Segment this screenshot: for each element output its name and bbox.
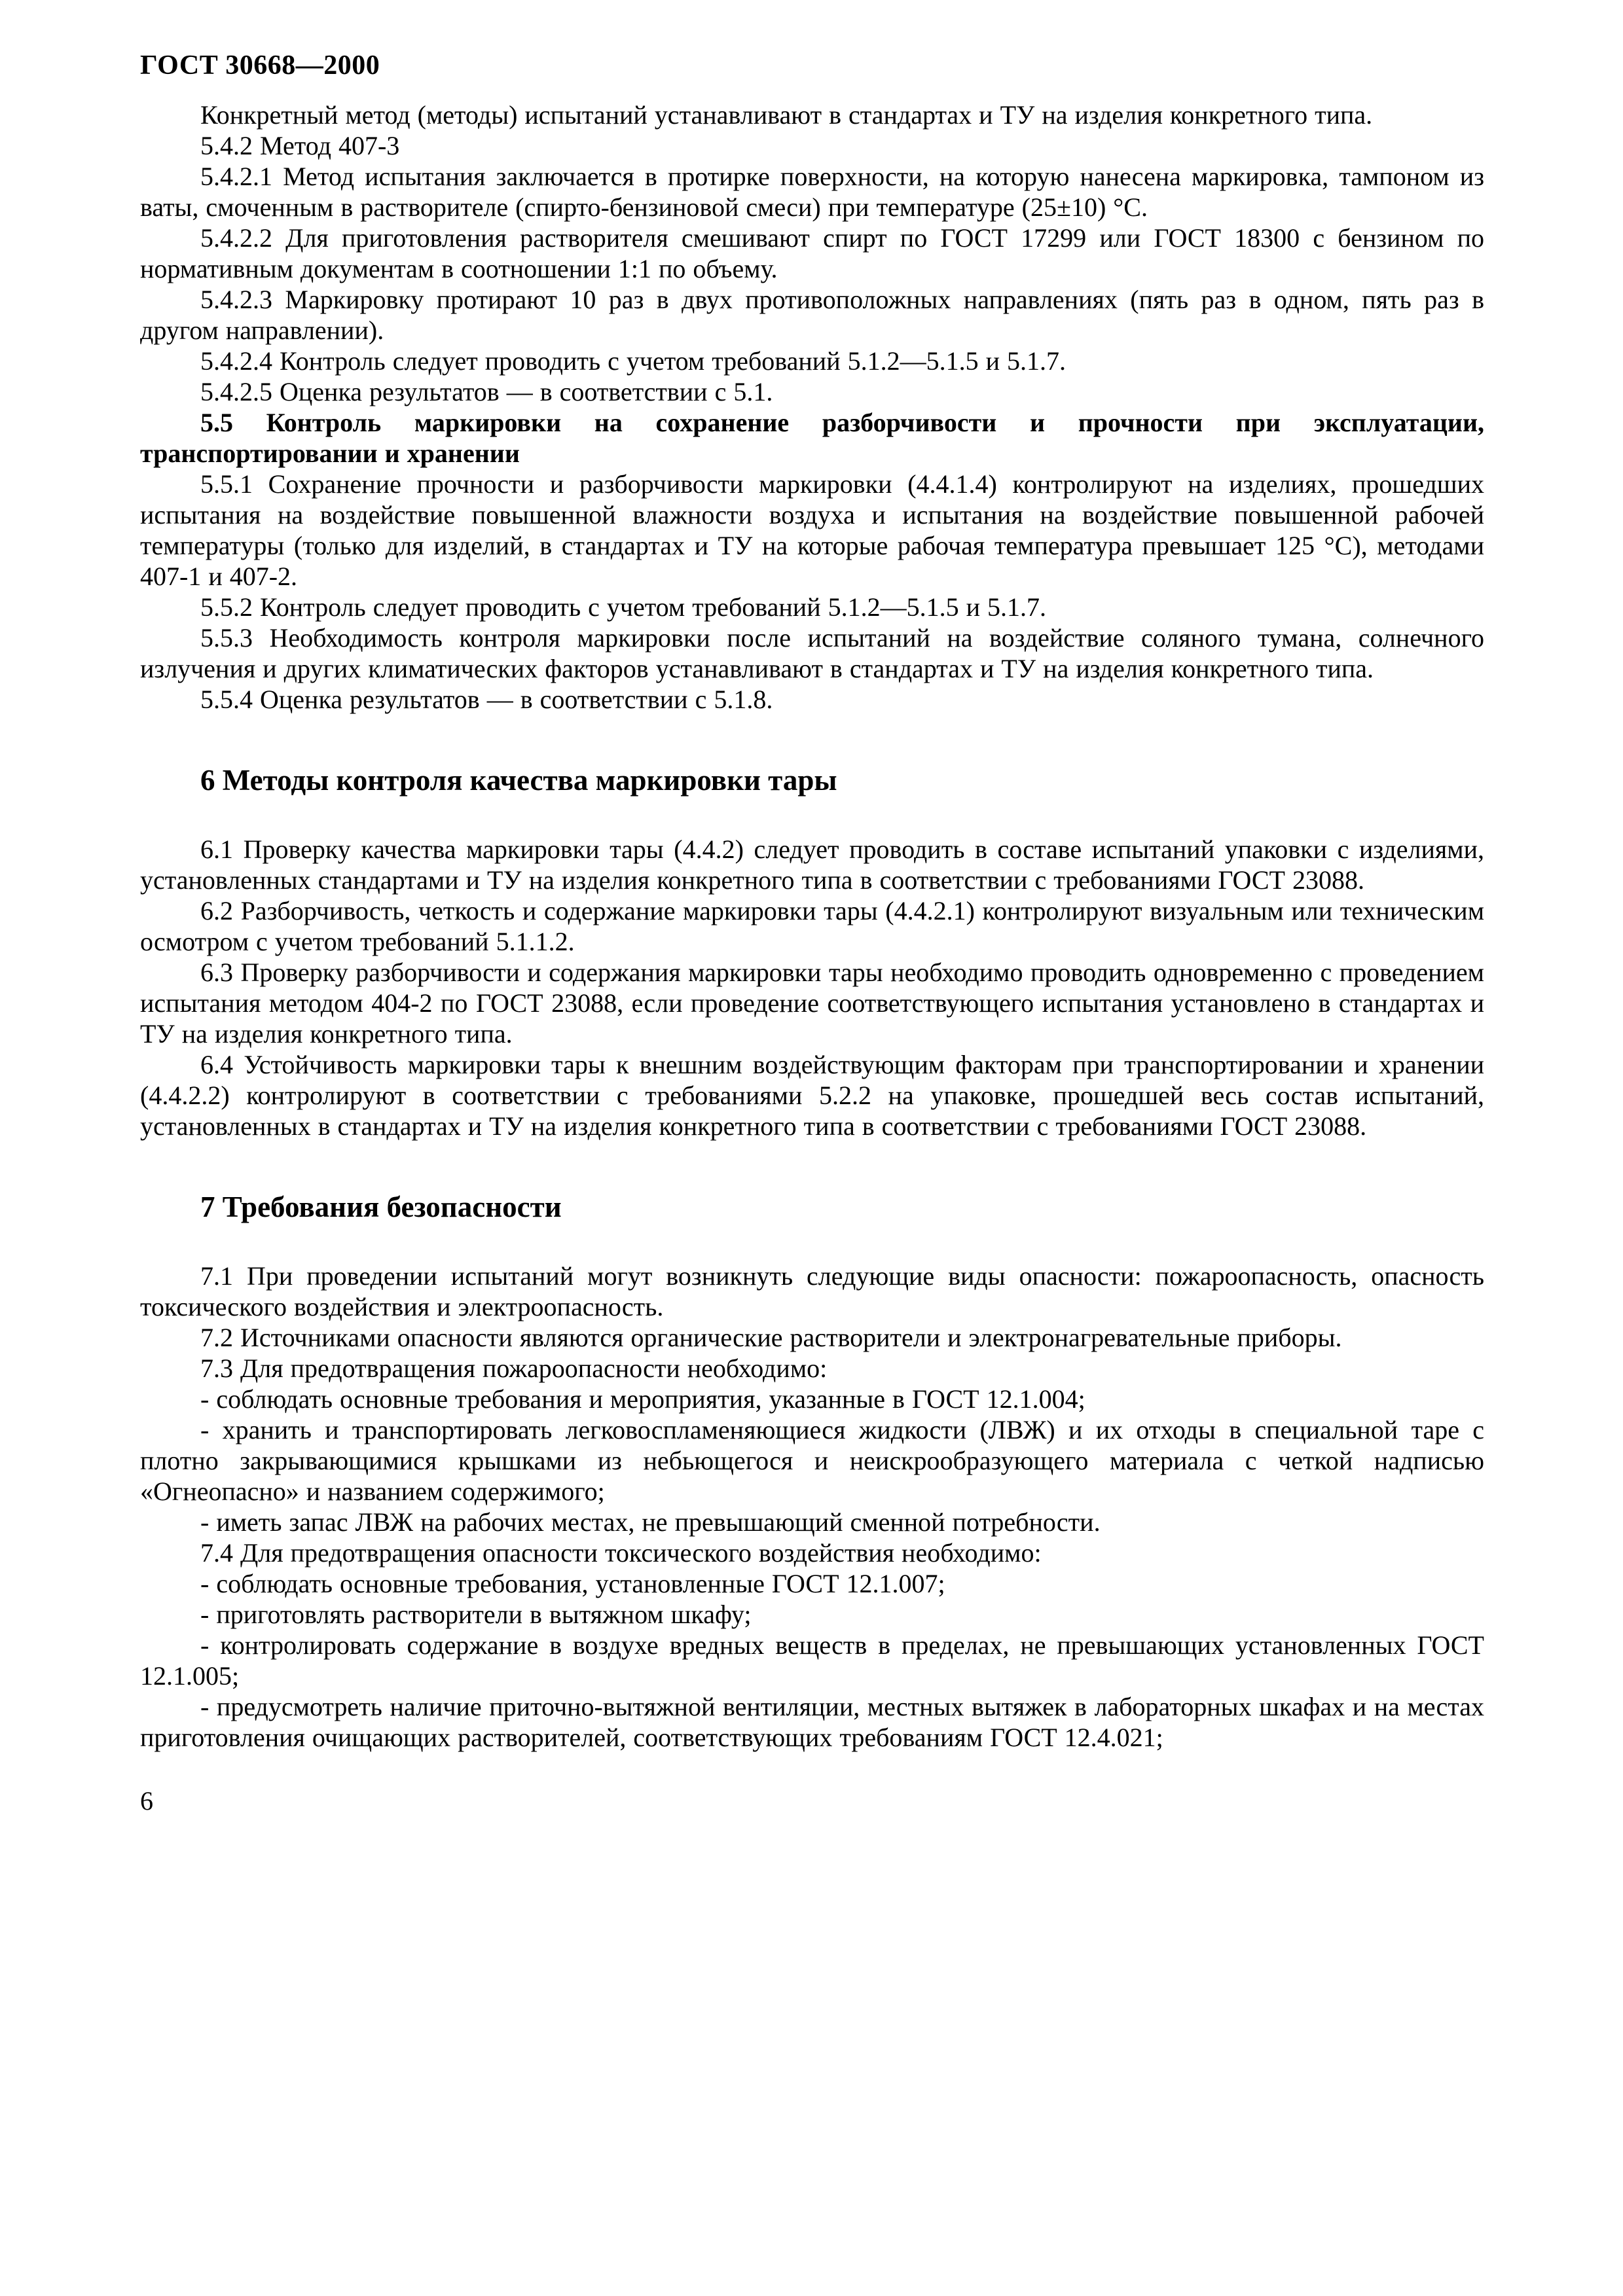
paragraph: 6.4 Устойчивость маркировки тары к внешним воздействующим факторам при транспортировании и хранении (4.4.2.2) контролируют в соответствии с требованиями 5.2.2 на упаковке, прошедшей весь состав испытаний, установленных в стандартах и ТУ на изделия конкретного типа в соответствии с требованиями ГОСТ 23088. (140, 1050, 1484, 1141)
paragraph: 7.1 При проведении испытаний могут возникнуть следующие виды опасности: пожароопасность, опасность токсического воздействия и электроопасность. (140, 1261, 1484, 1321)
paragraph: 6.2 Разборчивость, четкость и содержание маркировки тары (4.4.2.1) контролируют визуальным или техническим осмотром с учетом требований 5.1.1.2. (140, 896, 1484, 956)
paragraph: 7.4 Для предотвращения опасности токсического воздействия необходимо: (200, 1538, 1042, 1568)
paragraph: - предусмотреть наличие приточно-вытяжной вентиляции, местных вытяжек в лабораторных шкафах и на местах приготовления очищающих растворителей, соответствующих требованиям ГОСТ 12.4.021; (140, 1692, 1484, 1752)
paragraph: - соблюдать основные требования и мероприятия, указанные в ГОСТ 12.1.004; (200, 1384, 1085, 1414)
paragraph: - контролировать содержание в воздухе вредных веществ в пределах, не превышающих установленных ГОСТ 12.1.005; (140, 1630, 1484, 1691)
section-heading: 7 Требования безопасности (200, 1191, 562, 1223)
paragraph: - соблюдать основные требования, установленные ГОСТ 12.1.007; (200, 1569, 945, 1598)
paragraph: 7.2 Источниками опасности являются органические растворители и электронагревательные приборы. (200, 1323, 1342, 1352)
paragraph: - приготовлять растворители в вытяжном шкафу; (200, 1600, 752, 1629)
paragraph: 5.4.2.1 Метод испытания заключается в протирке поверхности, на которую нанесена маркировка, тампоном из ваты, смоченным в растворителе (спирто-бензиновой смеси) при температуре (25±10) °С. (140, 162, 1484, 222)
page-number: 6 (140, 1786, 153, 1816)
document-standard-number: ГОСТ 30668—2000 (140, 50, 380, 81)
paragraph: 5.4.2.3 Маркировку протирают 10 раз в двух противоположных направлениях (пять раз в одном, пять раз в другом направлении). (140, 285, 1484, 345)
paragraph: 5.4.2.4 Контроль следует проводить с учетом требований 5.1.2—5.1.5 и 5.1.7. (200, 346, 1067, 376)
paragraph: 5.5.2 Контроль следует проводить с учетом требований 5.1.2—5.1.5 и 5.1.7. (200, 592, 1047, 622)
paragraph: Конкретный метод (методы) испытаний устанавливают в стандартах и ТУ на изделия конкретного типа. (200, 100, 1373, 130)
paragraph: 7.3 Для предотвращения пожароопасности необходимо: (200, 1354, 828, 1383)
paragraph: 5.4.2.2 Для приготовления растворителя смешивают спирт по ГОСТ 17299 или ГОСТ 18300 с бензином по нормативным документам в соотношении 1:1 по объему. (140, 223, 1484, 283)
paragraph: 5.4.2 Метод 407-3 (200, 131, 400, 160)
paragraph: - хранить и транспортировать легковоспламеняющиеся жидкости (ЛВЖ) и их отходы в специальной таре с плотно закрывающимися крышками из небьющегося и неискрообразующего материала с четкой надписью «Огнеопасно» и названием содержимого; (140, 1415, 1484, 1506)
paragraph: 5.5.3 Необходимость контроля маркировки после испытаний на воздействие соляного тумана, солнечного излучения и других климатических факторов устанавливают в стандартах и ТУ на изделия конкретного типа. (140, 623, 1484, 683)
paragraph: 5.5.1 Сохранение прочности и разборчивости маркировки (4.4.1.4) контролируют на изделиях, прошедших испытания на воздействие повышенной влажности воздуха и испытания на воздействие повышенной рабочей температуры (только для изделий, в стандартах и ТУ на которые рабочая температура превышает 125 °С), методами 407-1 и 407-2. (140, 469, 1484, 591)
paragraph: 6.3 Проверку разборчивости и содержания маркировки тары необходимо проводить одновременно с проведением испытания методом 404-2 по ГОСТ 23088, если проведение соответствующего испытания установлено в стандартах и ТУ на изделия конкретного типа. (140, 958, 1484, 1049)
section-heading: 6 Методы контроля качества маркировки тары (200, 764, 837, 797)
paragraph: - иметь запас ЛВЖ на рабочих местах, не превышающий сменной потребности. (200, 1507, 1101, 1537)
paragraph: 5.4.2.5 Оценка результатов — в соответствии с 5.1. (200, 377, 773, 406)
document-content (140, 99, 1484, 1753)
bold-paragraph: 5.5 Контроль маркировки на сохранение разборчивости и прочности при эксплуатации, транспортировании и хранении (140, 408, 1484, 468)
paragraph: 5.5.4 Оценка результатов — в соответствии с 5.1.8. (200, 685, 773, 714)
paragraph: 6.1 Проверку качества маркировки тары (4.4.2) следует проводить в составе испытаний упаковки с изделиями, установленных стандартами и ТУ на изделия конкретного типа в соответствии с требованиями ГОСТ 23088. (140, 834, 1484, 895)
